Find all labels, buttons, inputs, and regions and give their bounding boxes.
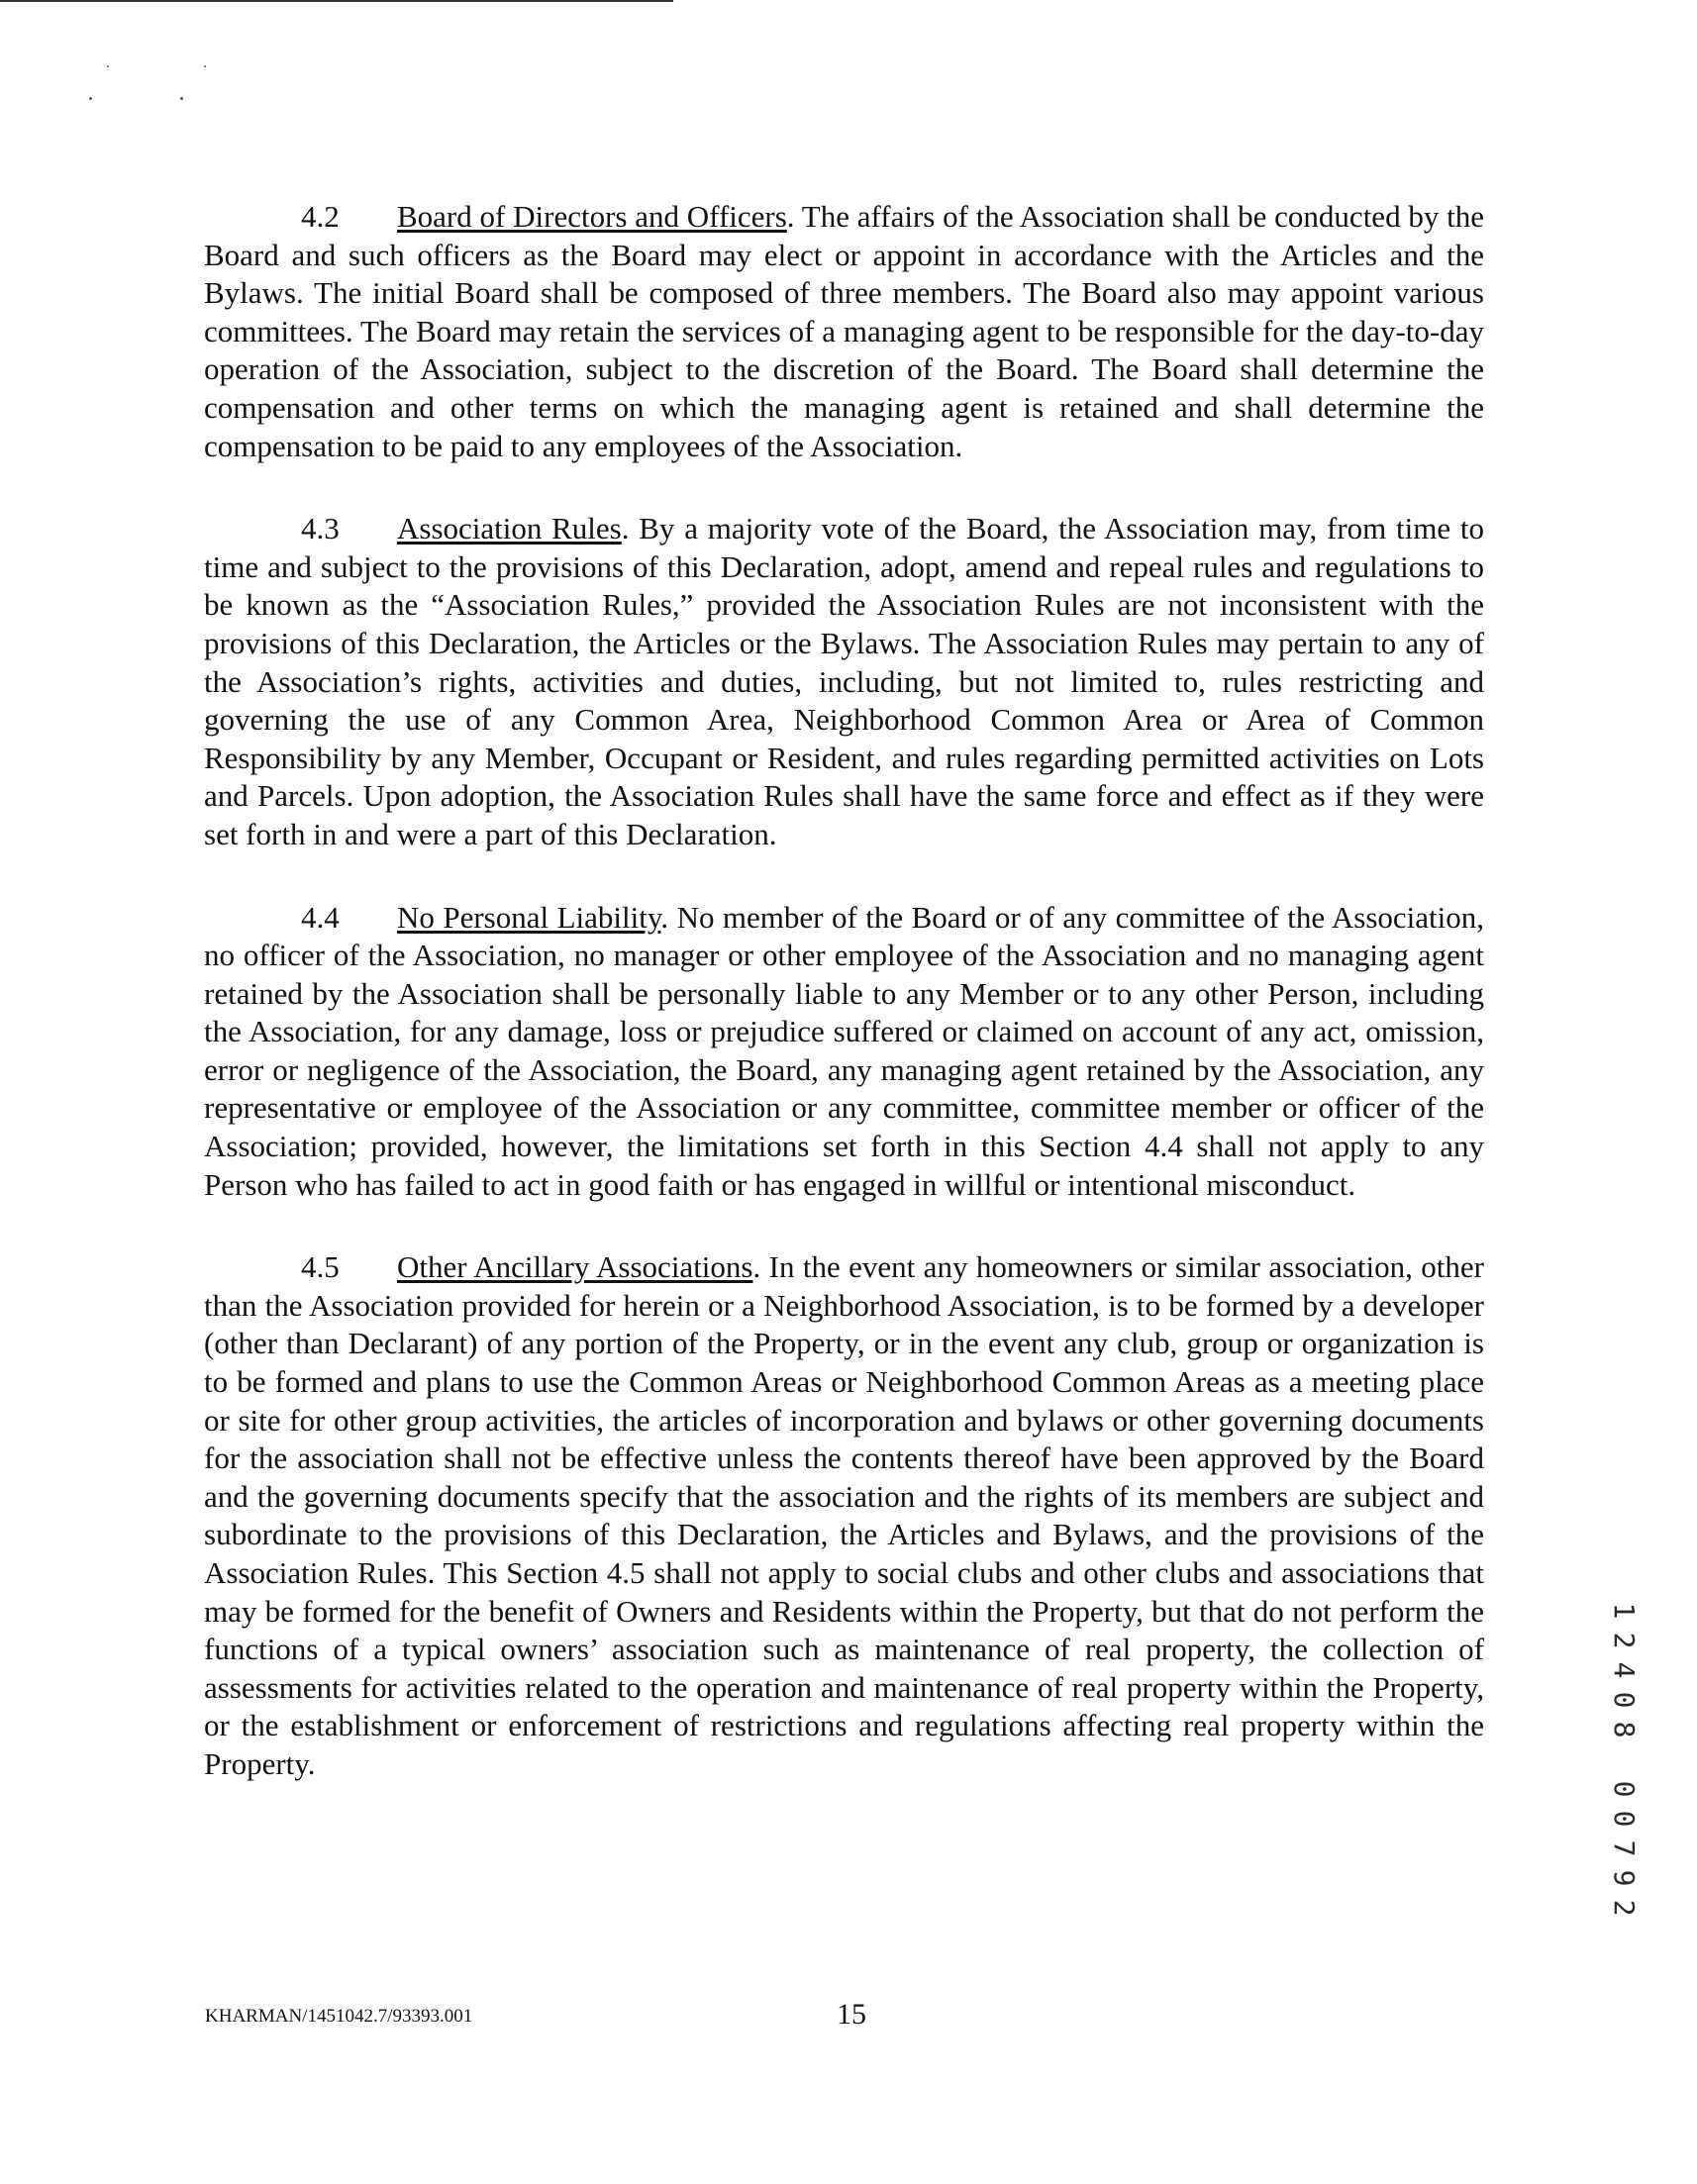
stamp-digit: 9: [1608, 1869, 1641, 1887]
scan-speck: [89, 97, 92, 100]
scan-speck: [204, 65, 206, 67]
document-body: [204, 198, 1484, 1829]
stamp-digit: 0: [1608, 1810, 1641, 1828]
stamp-digit: 0: [1608, 1780, 1641, 1798]
scan-speck: [180, 97, 183, 100]
section-number: 4.5: [301, 1249, 340, 1285]
section-4-3: [204, 510, 1484, 853]
section-number: 4.3: [301, 511, 340, 546]
section-text: . The affairs of the Association shall be conducted by the Board and such officers as the Board may elect or appoint in accordance with the Articles and the Bylaws. The initial Board shall be composed of three members. The Board also may appoint various committees. The Board may retain the services of a managing agent to be responsible for the day-to-day operation of the Association, subject to the discretion of the Board. The Board shall determine the compensation and other terms on which the managing agent is retained and shall determine the compensation to be paid to any employees of the Association.: [204, 199, 1484, 463]
stamp-digit: 2: [1608, 1632, 1641, 1649]
stamp-digit: 4: [1608, 1661, 1641, 1679]
section-heading: Association Rules: [397, 511, 622, 546]
stamp-digit: 0: [1608, 1691, 1641, 1709]
section-text: . By a majority vote of the Board, the Association may, from time to time and subject to the provisions of this Declaration, adopt, amend and repeal rules and regulations to be known as the “Association Rules,” provided the Association Rules are not inconsistent with the provisions of this Declaration, the Articles or the Bylaws. The Association Rules may pertain to any of the Association’s rights, activities and duties, including, but not limited to, rules restricting and governing the use of any Common Area, Neighborhood Common Area or Area of Common Responsibility by any Member, Occupant or Resident, and rules regarding permitted activities on Lots and Parcels. Upon adoption, the Association Rules shall have the same force and effect as if they were set forth in and were a part of this Declaration.: [204, 511, 1484, 851]
section-number: 4.2: [301, 199, 340, 234]
stamp-digit: 1: [1608, 1602, 1641, 1620]
section-4-4: [204, 899, 1484, 1205]
top-border-rule: [0, 0, 673, 2]
footer-document-reference: KHARMAN/1451042.7/93393.001: [205, 2006, 473, 2027]
stamp-digit: 2: [1608, 1899, 1641, 1917]
section-text: . No member of the Board or of any committee of the Association, no officer of the Association, no manager or other employee of the Association and no managing agent retained by the Association shall be personally liable to any Member or to any other Person, including the Association, for any damage, loss or prejudice suffered or claimed on account of any act, omission, error or negligence of the Association, the Board, any managing agent retained by the Association, any representative or employee of the Association or any committee, committee member or officer of the Association; provided, however, the limitations set forth in this Section 4.4 shall not apply to any Person who has failed to act in good faith or has engaged in willful or intentional misconduct.: [204, 899, 1484, 1202]
section-4-2: [204, 198, 1484, 465]
page-number: 15: [837, 1998, 866, 2031]
stamp-digit: 8: [1608, 1721, 1641, 1738]
margin-reference-stamp: [1608, 1596, 1640, 1923]
section-4-5: [204, 1248, 1484, 1783]
section-heading: Board of Directors and Officers: [397, 199, 787, 234]
section-heading: No Personal Liability: [397, 899, 661, 935]
section-text: . In the event any homeowners or similar association, other than the Association provided for herein or a Neighborhood Association, is to be formed by a developer (other than Declarant) of any portion of the Property, or in the event any club, group or organization is to be formed and plans to use the Common Areas or Neighborhood Common Areas as a meeting place or site for other group activities, the articles of incorporation and bylaws or other governing documents for the association shall not be effective unless the contents thereof have been approved by the Board and the governing documents specify that the association and the rights of its members are subject and subordinate to the provisions of this Declaration, the Articles and Bylaws, and the provisions of the Association Rules. This Section 4.5 shall not apply to social clubs and other clubs and associations that may be formed for the benefit of Owners and Residents within the Property, but that do not perform the functions of a typical owners’ association such as maintenance of real property, the collection of assessments for activities related to the operation and maintenance of real property within the Property, or the establishment or enforcement of restrictions and regulations affecting real property within the Property.: [204, 1249, 1484, 1781]
section-heading: Other Ancillary Associations: [397, 1249, 753, 1285]
stamp-gap: [1608, 1744, 1640, 1774]
section-number: 4.4: [301, 899, 340, 935]
stamp-digit: 7: [1608, 1839, 1641, 1857]
scan-speck: [107, 65, 109, 67]
